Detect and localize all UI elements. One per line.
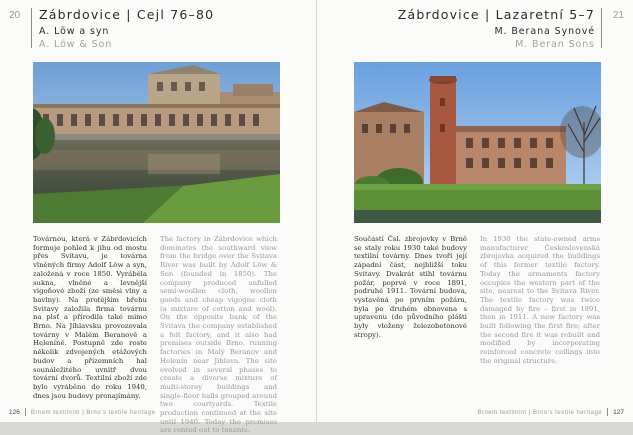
right-page (317, 0, 633, 422)
footer-page-number: 127 (613, 409, 624, 416)
owner-english: A. Löw & Son (39, 39, 113, 50)
text-english-right: In 1930 the state-owned arms manufacturer Československá zbrojovka acquired the buildings of this former textile factory. Today the armaments factory occupies the western part of the site, nearest to the Svitava River. The textile factory was twice damaged by fire – first in 1891, then in 1911. A new factory was built following the first fire; after the second fire it was rebuilt and modified by incorporating reinforced concrete ceilings into the original structure. (480, 235, 600, 365)
owner-czech: A. Löw a syn (39, 26, 110, 37)
site-heading: Zábrdovice | Cejl 76–80 (39, 7, 215, 22)
left-footer (9, 408, 156, 416)
text-czech-right: Součástí Čsl. zbrojovky v Brně se staly roku 1930 také budovy textilní továrny. Dnes tvoří její západní část, nejbližší toku Svitavy. Dvakrát stihl továrnu požár, poprvé v roce 1891, podruhé 1911. Tovární budova, vystavěná po prvním požáru, byla po druhém obnovena s upravenu (do původního plášti byly vloženy železobetonové stropy). (354, 235, 467, 339)
left-page (0, 0, 316, 435)
header-divider (601, 8, 602, 48)
right-footer (477, 408, 624, 416)
left-header (39, 7, 214, 50)
footer-divider (607, 408, 608, 416)
text-english-left: The factory in Zábrdovice which dominates the southward view from the bridge over the Svitava River was built by Adolf Löw & Son (founded in 1850). The company produced unfulled semi-woollen cloth, woollen goods and cheap vigogne cloth (a mixture of cotton and wool). On the opposite bank of the Svitava the company established a felt factory, and it also had premises outside Brno, running factories in Malý Beranov and Helenín near Jihlava. The site evolved in several phases to create a diverse mixture of multi-storey buildings and single-floor halls grouped around two courtyards. Textile production continued at the site until 1940. Today the premises are rented out to tenants. (160, 235, 277, 435)
text-czech-left: Továrnou, která v Zábrdovicích formuje pohled k jihu od mostu přes Svitavu, je továrna vlněných firmy Adolf Löw a syn, založená v roce 1850. Vyráběla sukna, vlněné a levnější vigoňové zboží (ze směsi vlny a bavlny). Na protějším břehu Svitavy založila firma továrnu na plsť a přírodila také mimo Brno. Na Jihlavsku provozovala továrny v Malém Beranově a Heleníně. Postupně zde roste několik zdvojených etážových budov a přízemních hal sounáležitého uvnitř dvou tovární dvorů. Textilní zboží zde bylo vyráběno do roku 1940, dnes jsou budovy pronajímány. (33, 235, 147, 400)
owner-czech: M. Berana Synové (494, 26, 595, 37)
right-header (398, 7, 595, 50)
owner-english: M. Beran Sons (515, 39, 595, 50)
header-divider (31, 8, 32, 48)
factory-photo-right (354, 62, 601, 223)
footer-book-title: Brnem textilním | Brno’s textile heritage (30, 410, 156, 416)
footer-divider (25, 408, 26, 416)
top-page-number: 20 (9, 10, 21, 21)
top-page-number: 21 (612, 10, 624, 21)
site-heading: Zábrdovice | Lazaretní 5–7 (397, 7, 595, 22)
factory-photo-left (33, 62, 280, 223)
footer-book-title: Brnem textilním | Brno’s textile heritage (477, 410, 603, 416)
footer-page-number: 126 (9, 409, 20, 416)
